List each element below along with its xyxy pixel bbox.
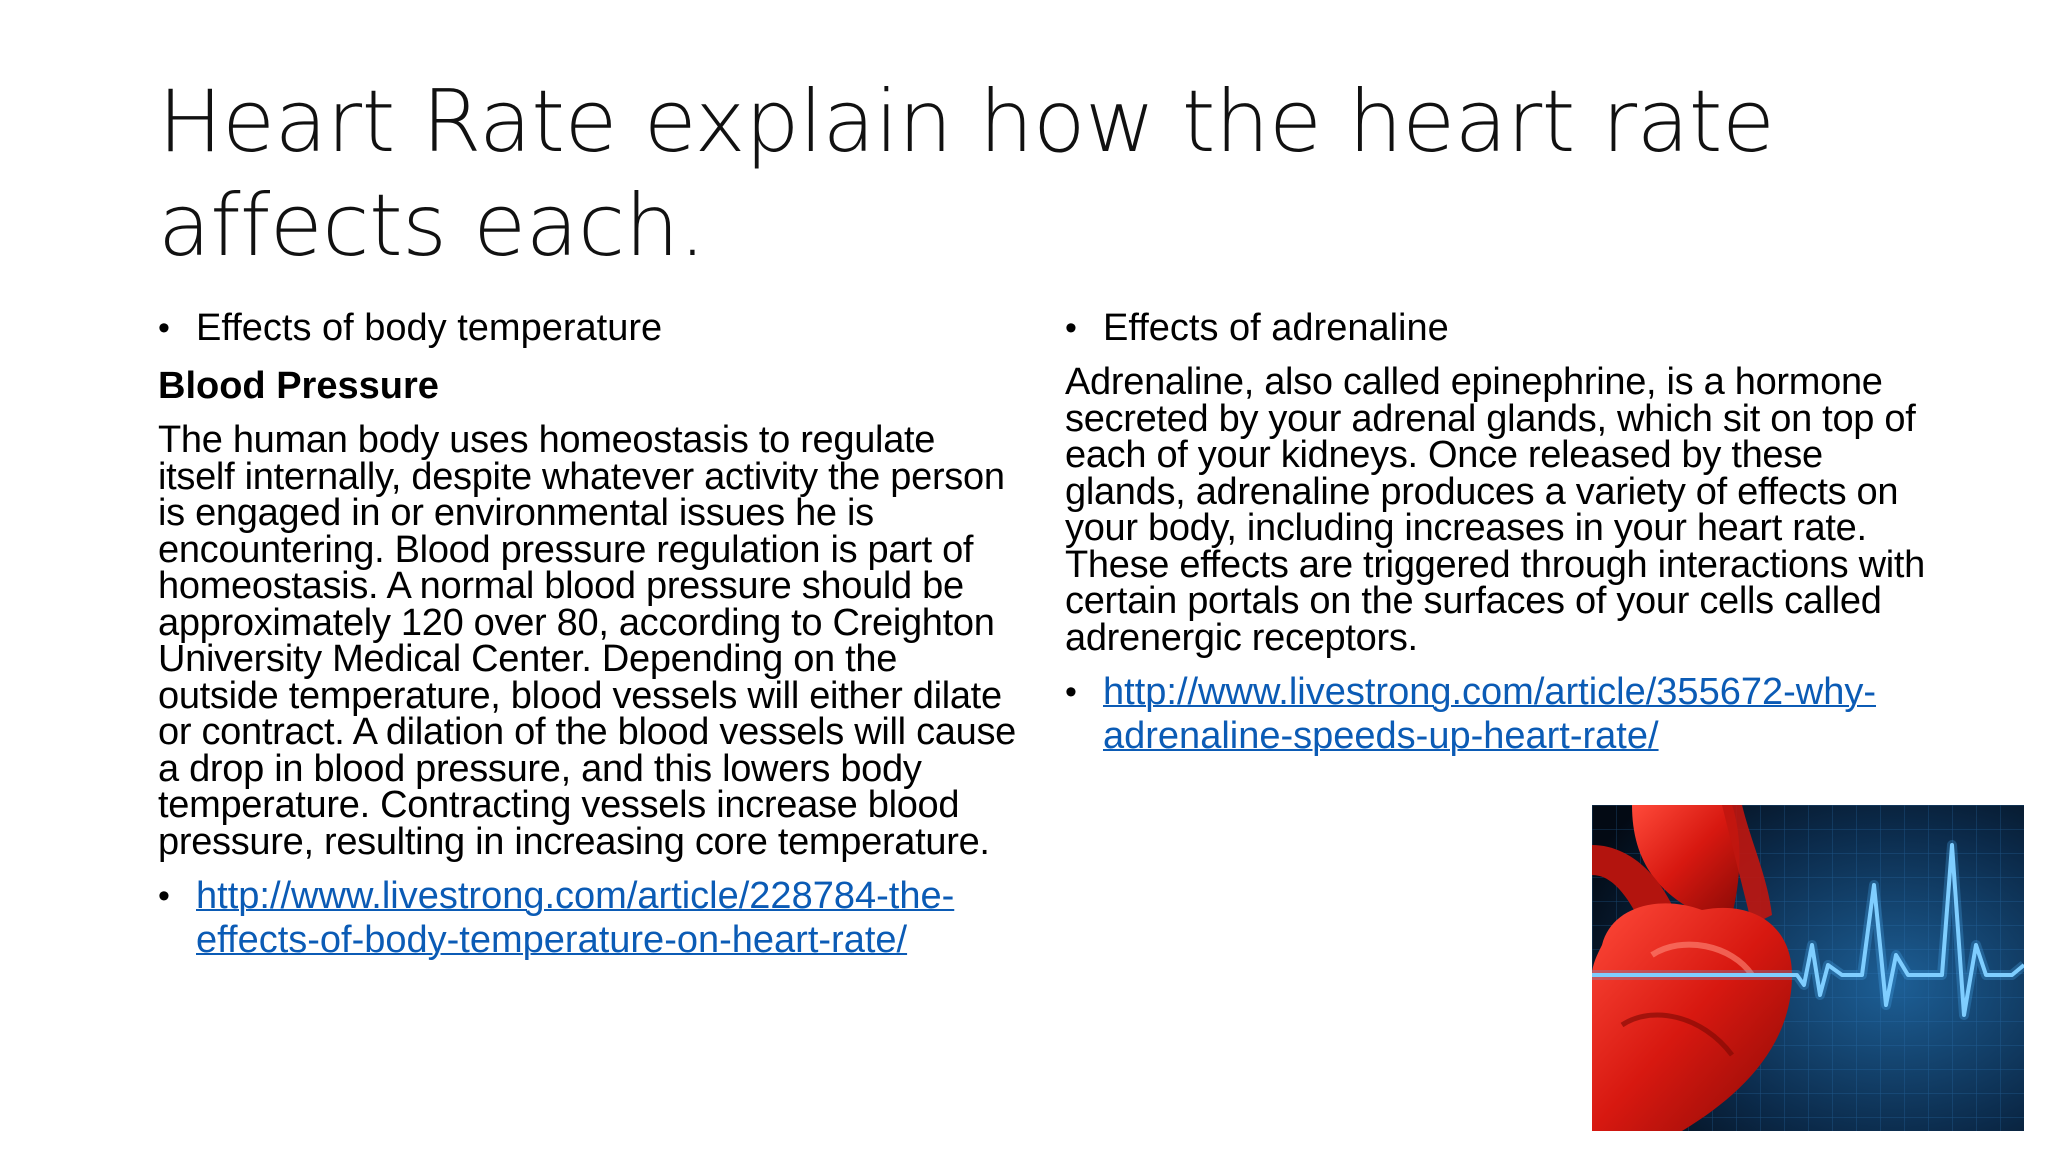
bullet-adrenaline [1065,306,1935,350]
bullet-text: Effects of body temperature [196,307,663,349]
adrenaline-link[interactable]: http://www.livestrong.com/article/355672-why-adrenaline-speeds-up-heart-rate/ [1103,671,1876,757]
adrenaline-paragraph: Adrenaline, also called epinephrine, is a hormone secreted by your adrenal glands, which sit on top of each of your kidneys. Once released by these glands, adrenaline produces a variety of effects on your body, including increases in your heart rate. These effects are triggered through interactions with certain portals on the surfaces of your cells called adrenergic receptors. [1065,361,1925,659]
bullet-dot: • [158,309,170,347]
heart-ecg-illustration [1592,805,2024,1131]
body-temperature-link[interactable]: http://www.livestrong.com/article/228784-the-effects-of-body-temperature-on-heart-rate/ [196,875,955,961]
slide-title: Heart Rate explain how the heart rate affects each. [158,72,1775,276]
bullet-text: Effects of adrenaline [1103,307,1449,349]
left-column [158,306,1018,976]
bullet-link-adrenaline [1065,670,1935,758]
blood-pressure-heading: Blood Pressure [158,365,439,407]
right-column [1065,306,1935,772]
bullet-dot: • [158,877,170,915]
blood-pressure-paragraph: The human body uses homeostasis to regulate itself internally, despite whatever activity the person is engaged in or environmental issues he is encountering. Blood pressure regulation is part of homeostasis. A normal blood pressure should be approximately 120 over 80, according to Creighton University Medical Center. Depending on the outside temperature, blood vessels will either dilate or contract. A dilation of the blood vessels will cause a drop in blood pressure, and this lowers body temperature. Contracting vessels increase blood pressure, resulting in increasing core temperature. [158,419,1016,863]
heart-ecg-image [1592,805,2024,1131]
bullet-body-temperature [158,306,1018,350]
bullet-dot: • [1065,673,1077,711]
bullet-dot: • [1065,309,1077,347]
bullet-link-body-temperature [158,874,1018,962]
